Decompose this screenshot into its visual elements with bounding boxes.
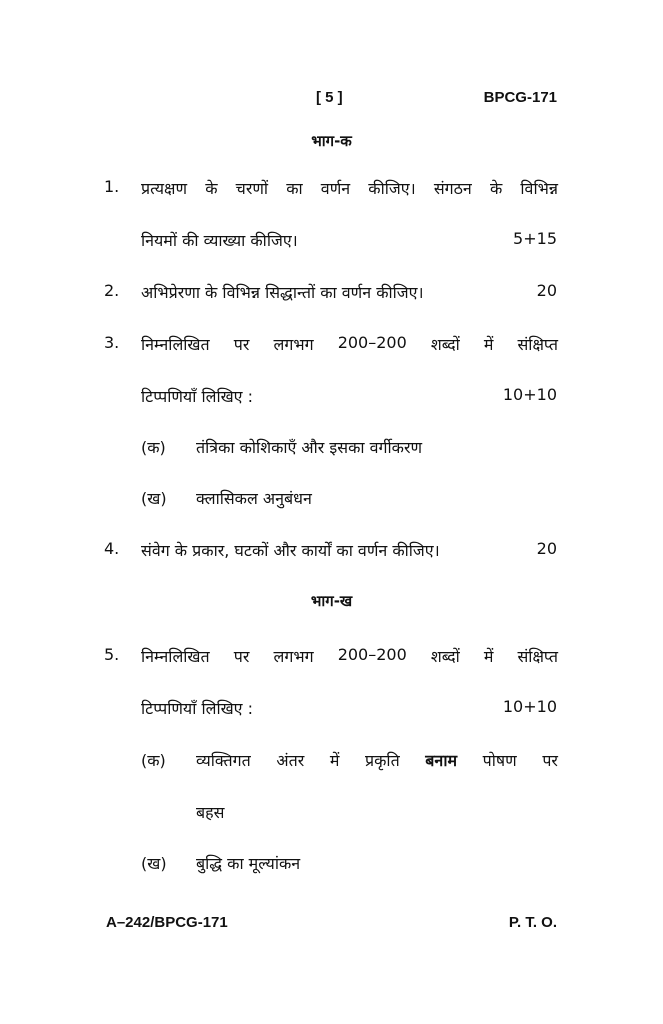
word: के — [205, 179, 218, 198]
emphasized-word: बनाम — [425, 751, 458, 770]
word: व्यक्तिगत — [196, 751, 251, 770]
question-3-line2: टिप्पणियाँ लिखिए : — [141, 387, 253, 406]
course-code: BPCG-171 — [483, 89, 557, 106]
footer-pto: P. T. O. — [508, 914, 557, 931]
question-2-text: अभिप्रेरणा के विभिन्न सिद्धान्तों का वर्णन कीजिए। — [141, 283, 424, 302]
question-3-subpart-b-text: क्लासिकल अनुबंधन — [196, 489, 312, 508]
question-3-number: 3. — [104, 333, 120, 352]
question-4-number: 4. — [104, 539, 120, 558]
word: विभिन्न — [520, 179, 558, 198]
question-1-line2: नियमों की व्याख्या कीजिए। — [141, 231, 298, 250]
question-4-text: संवेग के प्रकार, घटकों और कार्यों का वर्णन कीजिए। — [141, 541, 440, 560]
word: निम्नलिखित — [141, 335, 210, 354]
word: पोषण — [482, 751, 517, 770]
word: चरणों — [235, 179, 269, 198]
question-3-marks: 10+10 — [502, 385, 557, 404]
question-5-marks: 10+10 — [502, 697, 557, 716]
word: में — [483, 335, 494, 354]
question-1-number: 1. — [104, 177, 120, 196]
question-1-marks: 5+15 — [513, 229, 557, 248]
word: पर — [542, 751, 558, 770]
question-3-subpart-a-label: (क) — [141, 438, 166, 457]
word: प्रकृति — [365, 751, 400, 770]
word: के — [489, 179, 503, 198]
word: कीजिए। — [368, 179, 416, 198]
word: संक्षिप्त — [517, 647, 558, 666]
word: संगठन — [433, 179, 472, 198]
section-title-b: भाग-ख — [310, 592, 353, 610]
section-title-a: भाग-क — [311, 132, 352, 150]
footer-paper-code: A–242/BPCG-171 — [106, 914, 228, 931]
word: 200–200 — [337, 645, 407, 664]
question-5-line1 — [141, 645, 558, 667]
word: संक्षिप्त — [517, 335, 558, 354]
word: शब्दों — [430, 647, 460, 666]
question-4-marks: 20 — [536, 539, 557, 558]
word: का — [286, 179, 303, 198]
word: वर्णन — [320, 179, 351, 198]
question-5-line2: टिप्पणियाँ लिखिए : — [141, 699, 253, 718]
question-3-subpart-b-label: (ख) — [141, 489, 167, 508]
question-5-subpart-b-label: (ख) — [141, 854, 167, 873]
question-3-line1 — [141, 333, 558, 355]
question-3-subpart-a-text: तंत्रिका कोशिकाएँ और इसका वर्गीकरण — [196, 438, 423, 457]
word: 200–200 — [337, 333, 407, 352]
word: पर — [233, 647, 250, 666]
word: लगभग — [273, 647, 314, 666]
word: लगभग — [273, 335, 314, 354]
word: में — [483, 647, 494, 666]
word: निम्नलिखित — [141, 647, 210, 666]
question-2-marks: 20 — [536, 281, 557, 300]
question-5-subpart-b-text: बुद्धि का मूल्यांकन — [196, 854, 301, 873]
word: शब्दों — [430, 335, 460, 354]
question-1-line1 — [141, 177, 558, 199]
question-5-subpart-a-line1 — [196, 749, 558, 771]
word: में — [329, 751, 340, 770]
word: प्रत्यक्षण — [141, 179, 188, 198]
question-2-number: 2. — [104, 281, 120, 300]
question-5-subpart-a-label: (क) — [141, 751, 166, 770]
question-5-number: 5. — [104, 645, 120, 664]
page-number: [ 5 ] — [316, 89, 343, 106]
word: पर — [233, 335, 250, 354]
word: अंतर — [276, 751, 305, 770]
question-5-subpart-a-continuation: बहस — [196, 803, 225, 822]
